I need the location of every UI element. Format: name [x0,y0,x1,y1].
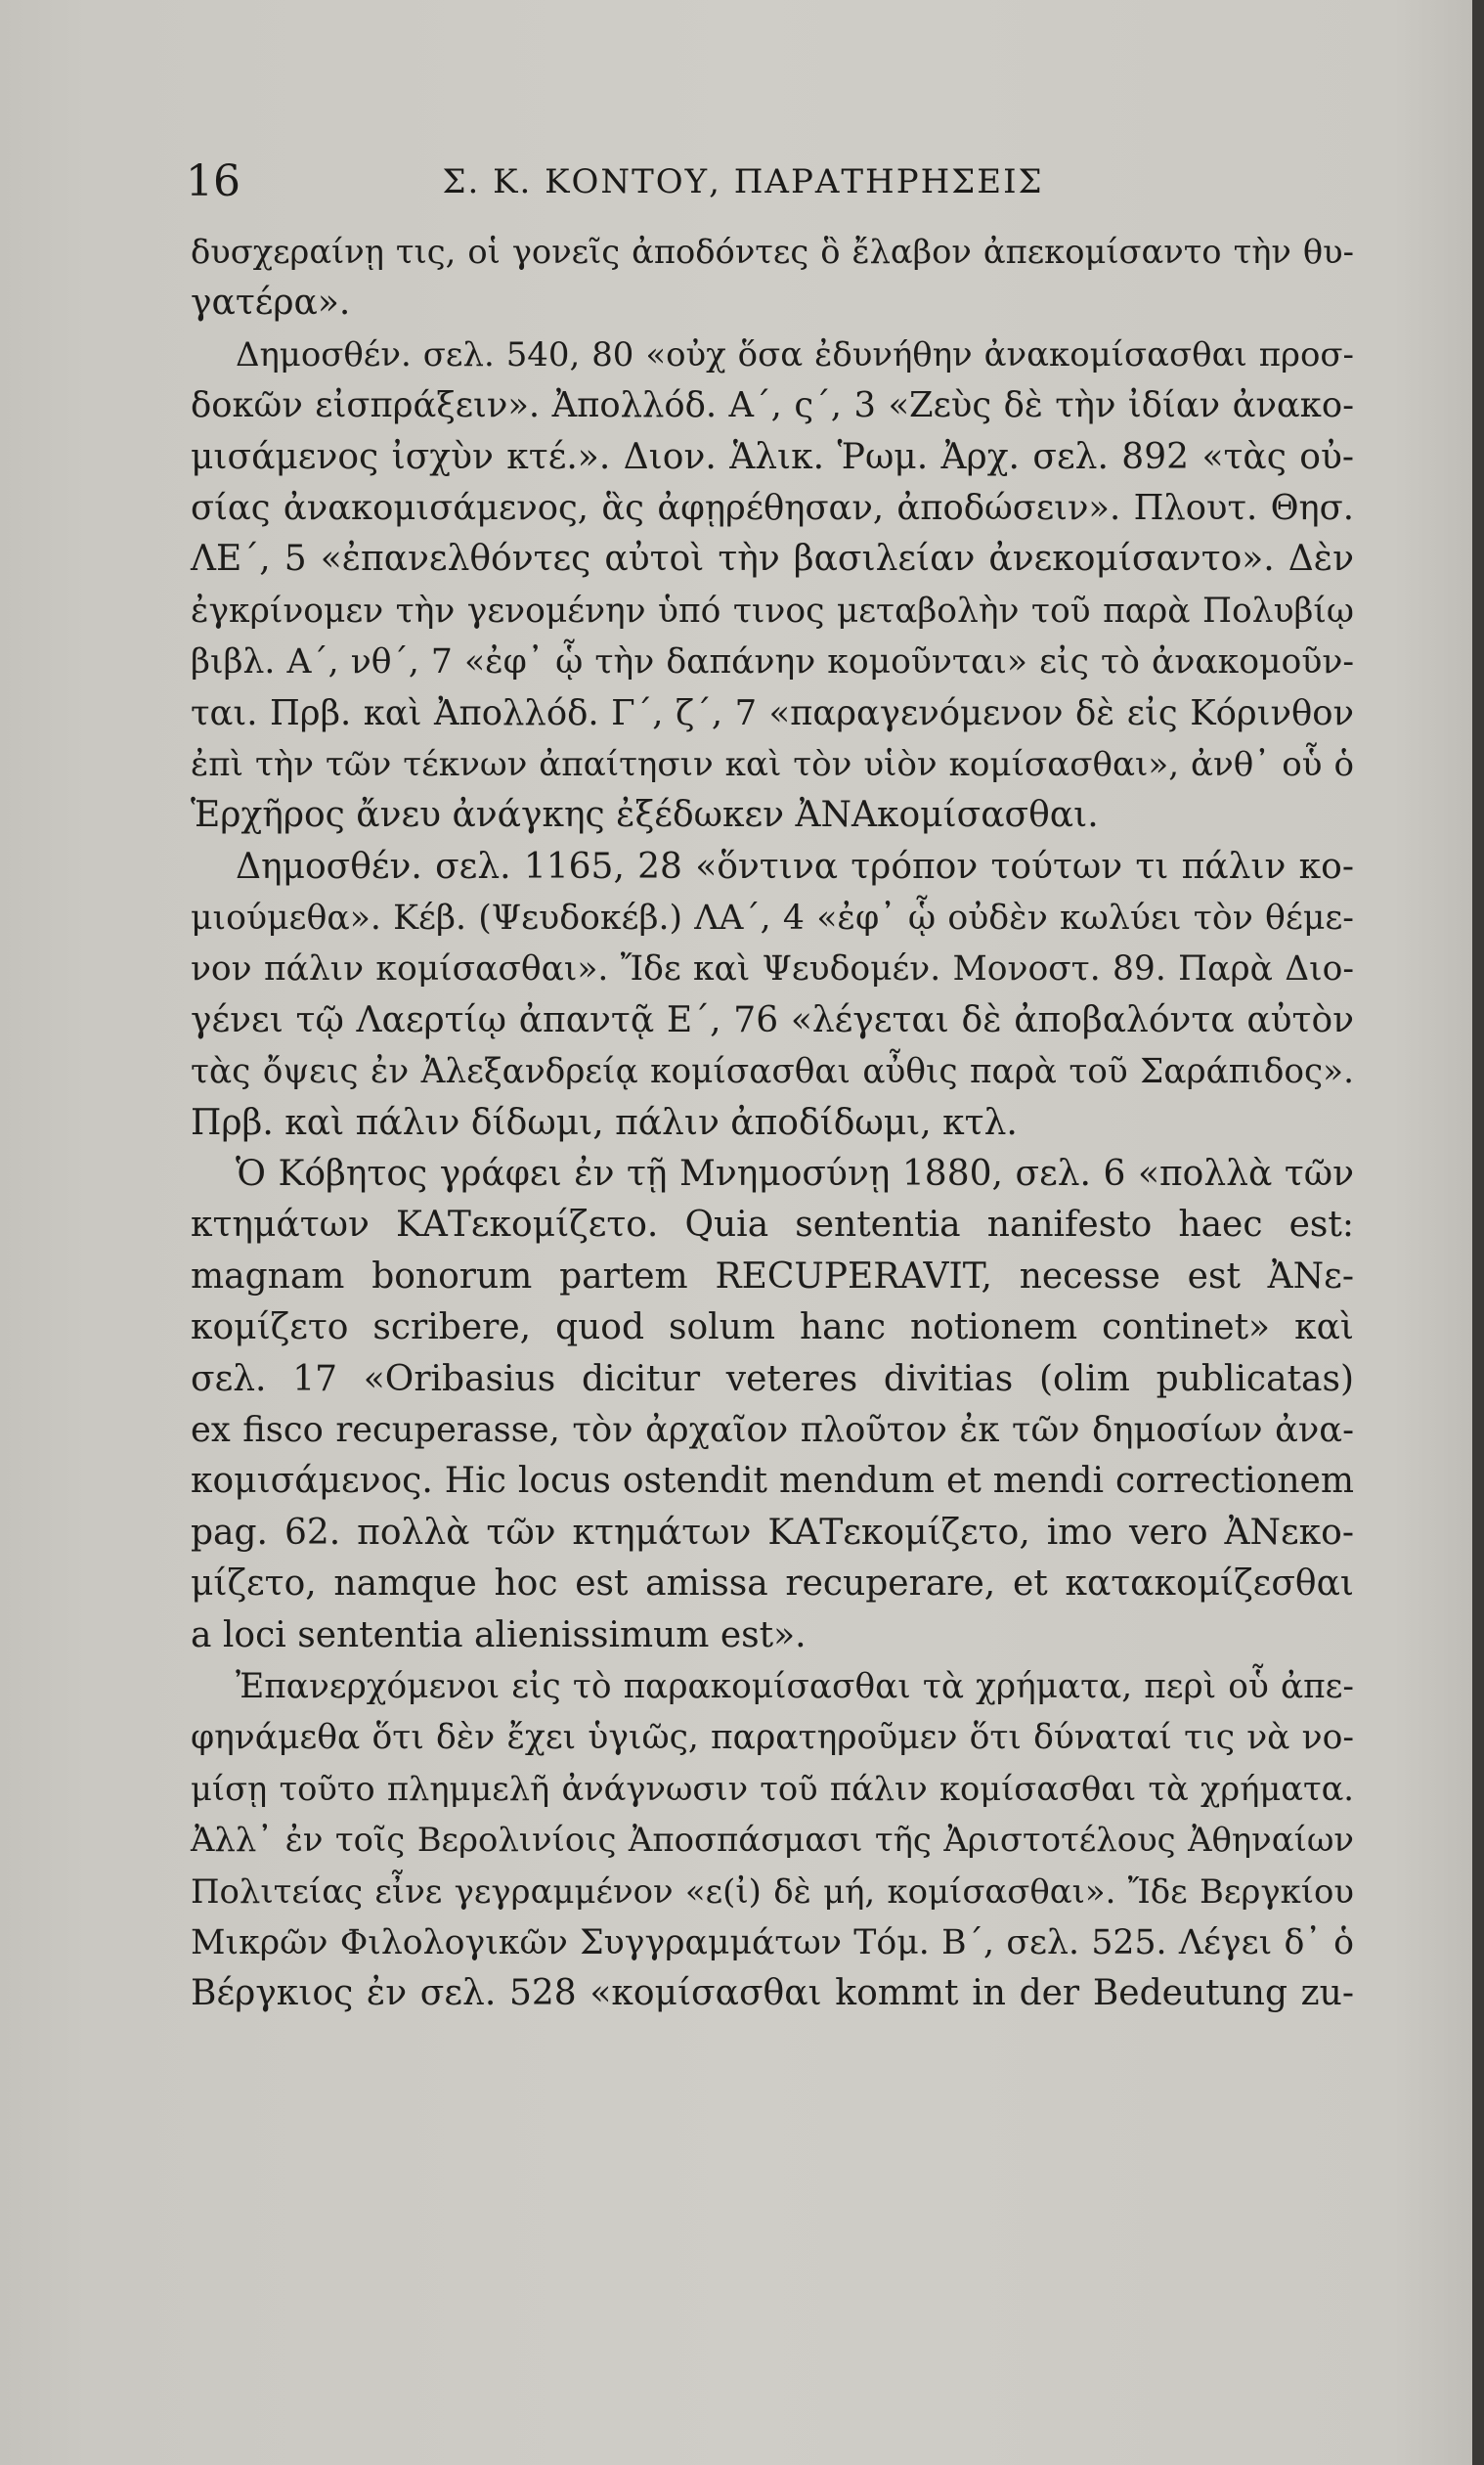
text-line: Βέργκιος ἐν σελ. 528 «κομίσασθαι kommt in der Bedeutung zu- [191,1973,1354,2014]
text-line: Μικρῶν Φιλολογικῶν Συγγραμμάτων Τόμ. Β΄, σελ. 525. Λέγει δ᾽ ὁ [191,1922,1354,1962]
page-number: 16 [186,156,240,206]
text-line: ται. Πρβ. καὶ Ἀπολλόδ. Γ΄, ζ΄, 7 «παραγενόμενον δὲ εἰς Κόρινθον [191,692,1354,733]
text-line: ἐπὶ τὴν τῶν τέκνων ἀπαίτησιν καὶ τὸν υἱὸν κομίσασθαι», ἀνθ᾽ οὗ ὁ [191,744,1354,784]
text-line: σίας ἀνακομισάμενος, ἃς ἀφῃρέθησαν, ἀποδώσειν». Πλουτ. Θησ. [191,487,1354,528]
text-line: Ἀλλ᾽ ἐν τοῖς Βερολινίοις Ἀποσπάσμασι τῆς Ἀριστοτέλους Ἀθηναίων [191,1821,1354,1860]
body-text [191,227,1354,2020]
text-line: Πρβ. καὶ πάλιν δίδωμι, πάλιν ἀποδίδωμι, κτλ. [191,1102,1018,1143]
text-line: σελ. 17 «Oribasius dicitur veteres divitias (olim publicatas) [191,1358,1354,1399]
text-line: ἐγκρίνομεν τὴν γενομένην ὑπό τινος μεταβολὴν τοῦ παρὰ Πολυβίῳ [191,591,1354,631]
text-line: Πολιτείας εἶνε γεγραμμένον «ε(ἰ) δὲ μή, κομίσασθαι». Ἴδε Βεργκίου [191,1871,1354,1911]
text-line: magnam bonorum partem RECUPERAVIT, necesse est ἈΝε- [191,1255,1354,1297]
running-head: Σ. Κ. ΚΟΝΤΟΥ, ΠΑΡΑΤΗΡΗΣΕΙΣ [442,162,1044,201]
text-line: κομίζετο scribere, quod solum hanc notionem continet» καὶ [191,1307,1354,1348]
text-line: Ἑρχῆρος ἄνευ ἀνάγκης ἐξέδωκεν ἈΝΑκομίσασθαι. [191,795,1099,836]
page-header [186,156,1300,205]
text-line: φηνάμεθα ὅτι δὲν ἔχει ὑγιῶς, παρατηροῦμεν ὅτι δύναταί τις νὰ νο- [191,1718,1354,1758]
text-line: γατέρα». [191,283,351,324]
text-line: τὰς ὄψεις ἐν Ἀλεξανδρείᾳ κομίσασθαι αὖθις παρὰ τοῦ Σαράπιδος». [191,1052,1354,1092]
text-line: μίσῃ τοῦτο πλημμελῆ ἀνάγνωσιν τοῦ πάλιν κομίσασθαι τὰ χρήματα. [191,1769,1354,1808]
text-line: κτημάτων ΚΑΤεκομίζετο. Quia sententia nanifesto haec est: [191,1205,1354,1246]
text-line: γένει τῷ Λαερτίῳ ἀπαντᾷ Ε΄, 76 «λέγεται δὲ ἀποβαλόντα αὐτὸν [191,999,1354,1040]
text-line: ex fisco recuperasse, τὸν ἀρχαῖον πλοῦτον ἐκ τῶν δημοσίων ἀνα- [191,1409,1354,1450]
text-line: νον πάλιν κομίσασθαι». Ἴδε καὶ Ψευδομέν. Μονοστ. 89. Παρὰ Διο- [191,949,1354,990]
text-line: δυσχεραίνῃ τις, οἱ γονεῖς ἀποδόντες ὃ ἔλαβον ἀπεκομίσαντο τὴν θυ- [191,233,1354,271]
text-line: μισάμενος ἰσχὺν κτέ.». Διον. Ἁλικ. Ῥωμ. Ἀρχ. σελ. 892 «τὰς οὐ- [191,436,1354,477]
text-line: βιβλ. Α΄, νθ΄, 7 «ἐφ᾽ ᾧ τὴν δαπάνην κομοῦνται» εἰς τὸ ἀνακομοῦν- [191,642,1354,682]
text-line: Ὁ Κόβητος γράφει ἐν τῇ Μνημοσύνῃ 1880, σελ. 6 «πολλὰ τῶν [236,1154,1354,1195]
text-line: μιούμεθα». Κέβ. (Ψευδοκέβ.) ΛΑ΄, 4 «ἐφ᾽ ᾧ οὐδὲν κωλύει τὸν θέμε- [191,899,1354,939]
text-line: δοκῶν εἰσπράξειν». Ἀπολλόδ. Α΄, ς΄, 3 «Ζεὺς δὲ τὴν ἰδίαν ἀνακο- [191,385,1354,426]
text-line: a loci sententia alienissimum est». [191,1614,807,1655]
text-line: κομισάμενος. Hic locus ostendit mendum et mendi correctionem [191,1461,1354,1502]
text-line: Δημοσθέν. σελ. 540, 80 «οὐχ ὅσα ἐδυνήθην ἀνακομίσασθαι προσ- [236,334,1354,374]
text-line: μίζετο, namque hoc est amissa recuperare, et κατακομίζεσθαι [191,1563,1354,1605]
text-line: Ἐπανερχόμενοι εἰς τὸ παρακομίσασθαι τὰ χρήματα, περὶ οὗ ἀπε- [236,1666,1354,1706]
text-line: Δημοσθέν. σελ. 1165, 28 «ὅντινα τρόπον τούτων τι πάλιν κο- [236,846,1354,887]
text-line: pag. 62. πολλὰ τῶν κτημάτων ΚΑΤεκομίζετο, imo vero ἈΝεκο- [191,1512,1354,1553]
text-line: ΛΕ΄, 5 «ἐπανελθόντες αὐτοὶ τὴν βασιλείαν ἀνεκομίσαντο». Δὲν [191,539,1354,580]
